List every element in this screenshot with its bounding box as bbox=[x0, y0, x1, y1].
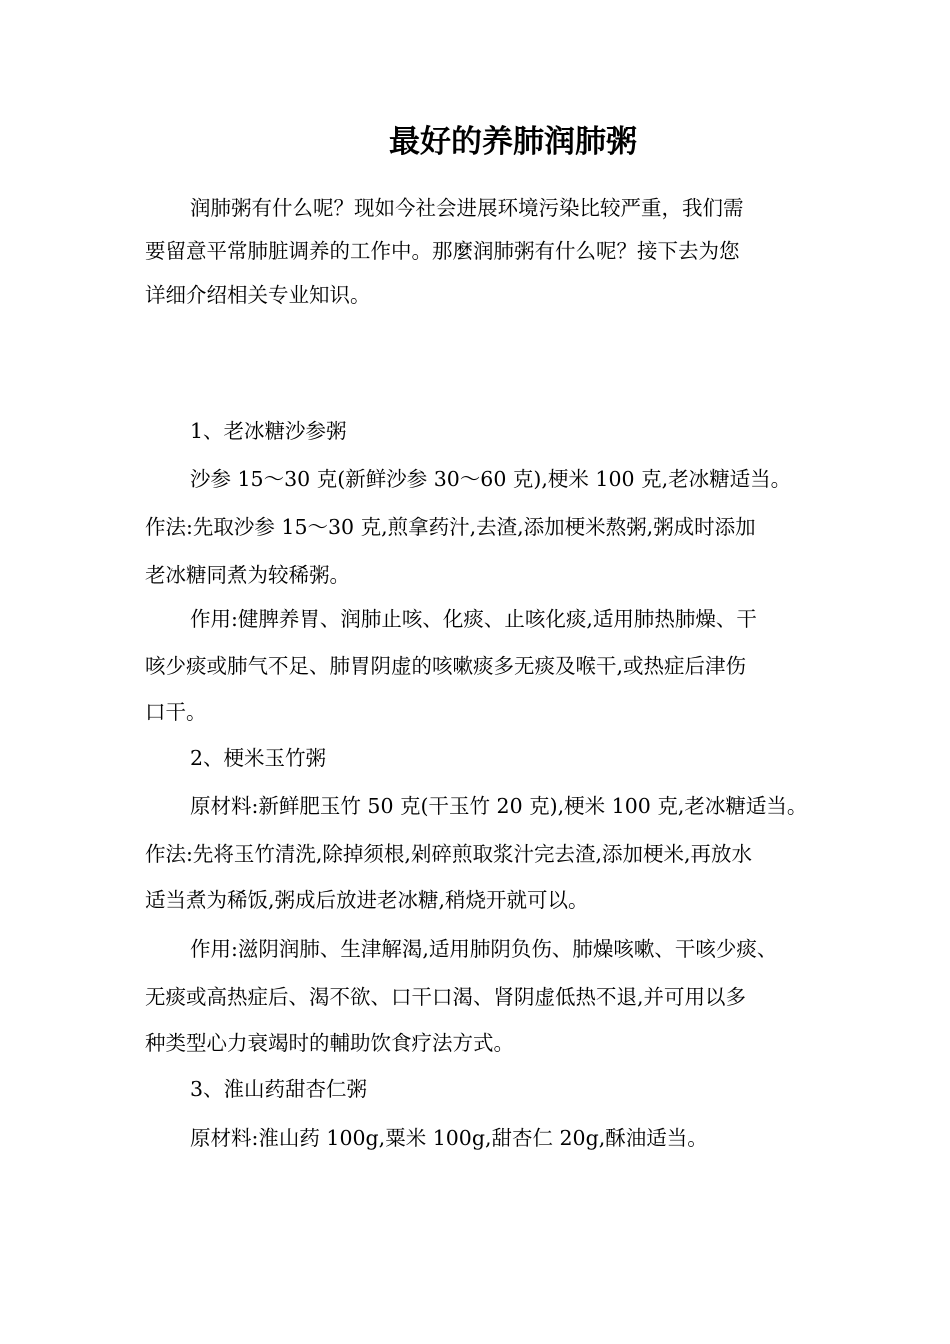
body-line: 原材料:淮山药 100g,粟米 100g,甜杏仁 20g,酥油适当。 bbox=[190, 1126, 708, 1150]
body-line: 作用:健脾养胃、润肺止咳、化痰、止咳化痰,适用肺热肺燥、干 bbox=[190, 607, 757, 631]
document-title: 最好的养肺润肺粥 bbox=[389, 124, 637, 160]
body-line: 口干。 bbox=[145, 700, 207, 724]
body-line: 种类型心力衰竭时的輔助饮食疗法方式。 bbox=[145, 1031, 514, 1055]
body-line: 原材料:新鲜肥玉竹 50 克(干玉竹 20 克),梗米 100 克,老冰糖适当。 bbox=[190, 794, 808, 818]
section-heading: 3、淮山药甜杏仁粥 bbox=[190, 1077, 368, 1101]
body-line: 沙参 15～30 克(新鲜沙参 30～60 克),梗米 100 克,老冰糖适当。 bbox=[190, 467, 792, 491]
section-heading: 1、老冰糖沙参粥 bbox=[190, 419, 347, 443]
body-line: 咳少痰或肺气不足、肺胃阴虚的咳嗽痰多无痰及喉干,或热症后津伤 bbox=[145, 654, 747, 678]
body-line: 老冰糖同煮为较稀粥。 bbox=[145, 563, 350, 587]
body-line: 无痰或高热症后、渴不欲、口干口渴、肾阴虚低热不退,并可用以多 bbox=[145, 985, 747, 1009]
intro-line: 要留意平常肺脏调养的工作中。那麼润肺粥有什么呢？接下去为您 bbox=[145, 239, 740, 263]
body-line: 作用:滋阴润肺、生津解渴,适用肺阴负伤、肺燥咳嗽、干咳少痰、 bbox=[190, 937, 778, 961]
section-heading: 2、梗米玉竹粥 bbox=[190, 746, 327, 770]
intro-line: 详细介绍相关专业知识。 bbox=[145, 283, 371, 307]
body-line: 作法:先将玉竹清洗,除掉须根,剁碎煎取浆汁完去渣,添加梗米,再放水 bbox=[145, 842, 752, 866]
body-line: 作法:先取沙参 15～30 克,煎拿药汁,去渣,添加梗米熬粥,粥成时添加 bbox=[145, 515, 756, 539]
body-line: 适当煮为稀饭,粥成后放进老冰糖,稍烧开就可以。 bbox=[145, 888, 589, 912]
intro-line: 润肺粥有什么呢？现如今社会进展环境污染比较严重，我们需 bbox=[190, 196, 744, 220]
